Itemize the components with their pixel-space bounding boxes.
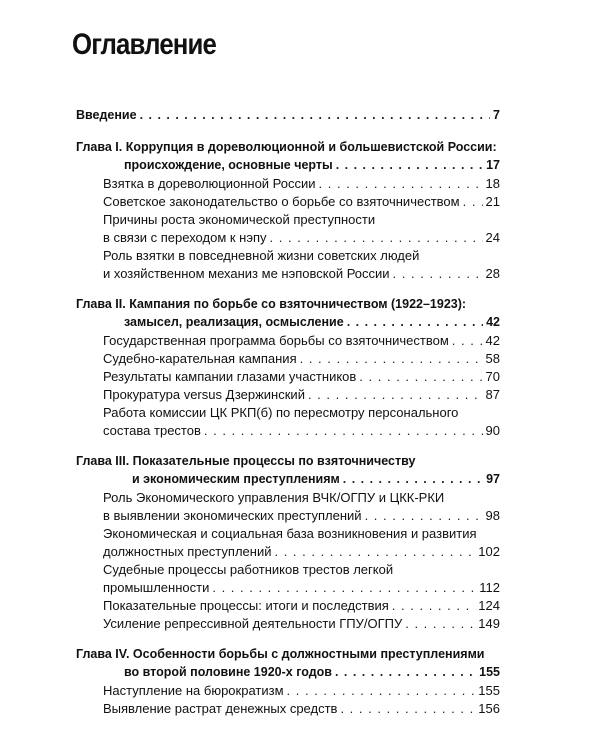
leader-dots <box>300 350 483 368</box>
leader-dots <box>463 193 483 211</box>
leader-dots <box>340 700 475 718</box>
toc-entry[interactable] <box>103 332 500 350</box>
toc-entry[interactable] <box>103 368 500 386</box>
toc-entry-label: Показательные процессы: итоги и последствия <box>103 598 389 613</box>
toc-page-number: 124 <box>478 598 500 613</box>
toc-entry[interactable] <box>103 700 500 718</box>
toc-entry-label: Советское законодательство о борьбе со взяточничеством <box>103 194 460 209</box>
leader-dots <box>392 597 476 615</box>
toc-page-number: 97 <box>486 472 500 486</box>
toc-entry-label: Экономическая и социальная база возникновения и развития <box>103 526 477 541</box>
chapter-title-text: Глава I. Коррупция в дореволюционной и большевистской России: <box>76 140 497 154</box>
toc-entry-label: Роль Экономического управления ВЧК/ОГПУ и ЦКК-РКИ <box>103 490 445 505</box>
chapter-4-title-line2[interactable] <box>124 663 500 681</box>
toc-entry[interactable] <box>103 682 500 700</box>
toc-entry-label: Государственная программа борьбы со взяточничеством <box>103 333 449 348</box>
toc-entry[interactable] <box>103 615 500 633</box>
toc-page-number: 28 <box>485 266 500 281</box>
toc-entry-line1[interactable] <box>103 489 500 507</box>
toc-entry[interactable] <box>103 350 500 368</box>
toc-entry[interactable] <box>103 543 500 561</box>
toc-entry[interactable] <box>103 193 500 211</box>
leader-dots <box>452 332 483 350</box>
toc-page-number: 87 <box>485 387 500 402</box>
toc-entry-label: Усиление репрессивной деятельности ГПУ/ОГПУ <box>103 616 403 631</box>
leader-dots <box>365 507 483 525</box>
toc-page-number: 149 <box>478 616 500 631</box>
toc-entry-label: Роль взятки в повседневной жизни советских людей <box>103 248 420 263</box>
leader-dots <box>308 386 483 404</box>
toc-entry-label: в выявлении экономических преступлений <box>103 508 362 523</box>
toc-page-number: 42 <box>485 333 500 348</box>
toc-page-number: 42 <box>486 315 500 329</box>
chapter-title-text: Глава IV. Особенности борьбы с должностными преступлениями <box>76 647 485 661</box>
chapter-1-title-line1[interactable] <box>76 138 500 156</box>
toc-page-number: 24 <box>485 230 500 245</box>
chapter-3-title-line1[interactable] <box>76 452 500 470</box>
leader-dots <box>393 265 483 283</box>
leader-dots <box>343 470 483 488</box>
toc-entry-label: Выявление растрат денежных средств <box>103 701 338 716</box>
leader-dots <box>274 543 475 561</box>
toc-entry-label: Работа комиссии ЦК РКП(б) по пересмотру персонального <box>103 405 459 420</box>
toc-entry[interactable] <box>103 507 500 525</box>
toc-entry[interactable] <box>103 597 500 615</box>
chapter-title-text: Глава II. Кампания по борьбе со взяточничеством (1922–1923): <box>76 297 467 311</box>
toc-entry-label: должностных преступлений <box>103 544 272 559</box>
leader-dots <box>347 313 483 331</box>
chapter-3-title-line2[interactable] <box>132 470 500 488</box>
leader-dots <box>359 368 482 386</box>
toc-entry[interactable] <box>103 175 500 193</box>
toc-entry-label: промышленности <box>103 580 210 595</box>
chapter-title-text: и экономическим преступлениям <box>132 472 340 486</box>
toc-entry-label: в связи с переходом к нэпу <box>103 230 267 245</box>
chapter-title-text: замысел, реализация, осмысление <box>124 315 344 329</box>
toc-page-number: 98 <box>485 508 500 523</box>
chapter-2-title-line2[interactable] <box>124 313 500 331</box>
toc-page-number: 102 <box>478 544 500 559</box>
toc-entry-line1[interactable] <box>103 525 500 543</box>
toc-page-number: 21 <box>485 194 500 209</box>
leader-dots <box>287 682 476 700</box>
leader-dots <box>336 156 483 174</box>
leader-dots <box>319 175 483 193</box>
chapter-1-title-line2[interactable] <box>124 156 500 174</box>
toc-entry-label: Прокуратура versus Дзержинский <box>103 387 305 402</box>
chapter-title-text: во второй половине 1920-х годов <box>124 665 332 679</box>
toc-entry-line1[interactable] <box>103 211 500 229</box>
toc-page-number: 112 <box>479 580 500 595</box>
leader-dots <box>270 229 483 247</box>
leader-dots <box>212 579 476 597</box>
toc-entry-line1[interactable] <box>103 247 500 265</box>
toc-entry[interactable] <box>103 229 500 247</box>
toc-page-number: 17 <box>486 158 500 172</box>
chapter-title-text: происхождение, основные черты <box>124 158 333 172</box>
toc-page-number: 155 <box>479 665 500 679</box>
toc-entry-label: Взятка в дореволюционной России <box>103 176 316 191</box>
toc-entry[interactable] <box>103 422 500 440</box>
toc-entry-label: и хозяйственном механиз ме нэповской России <box>103 266 390 281</box>
toc-entry-line1[interactable] <box>103 404 500 422</box>
toc-entry-label: Введение <box>76 108 137 122</box>
toc-page-number: 58 <box>485 351 500 366</box>
page-title: Оглавление <box>72 28 217 61</box>
leader-dots <box>204 422 483 440</box>
toc-entry-label: Наступление на бюрократизм <box>103 683 284 698</box>
toc-entry-label: Судебно-карательная кампания <box>103 351 297 366</box>
chapter-4-title-line1[interactable] <box>76 645 500 663</box>
toc-entry-label: состава трестов <box>103 423 201 438</box>
toc-entry-label: Судебные процессы работников трестов легкой <box>103 562 394 577</box>
leader-dots <box>405 615 475 633</box>
toc-entry-line1[interactable] <box>103 561 500 579</box>
toc-page-number: 18 <box>485 176 500 191</box>
chapter-2-title-line1[interactable] <box>76 295 500 313</box>
leader-dots <box>140 106 490 124</box>
toc-entry[interactable] <box>103 265 500 283</box>
toc-page-number: 7 <box>493 108 500 122</box>
toc-entry-label: Причины роста экономической преступности <box>103 212 376 227</box>
toc-entry-intro[interactable] <box>76 106 500 124</box>
toc-page-number: 70 <box>485 369 500 384</box>
toc-entry-label: Результаты кампании глазами участников <box>103 369 357 384</box>
toc-entry[interactable] <box>103 386 500 404</box>
toc-page-number: 90 <box>485 423 500 438</box>
toc-page-number: 155 <box>478 683 500 698</box>
toc-entry[interactable] <box>103 579 500 597</box>
leader-dots <box>335 663 476 681</box>
toc-page-number: 156 <box>478 701 500 716</box>
chapter-title-text: Глава III. Показательные процессы по взяточничеству <box>76 454 416 468</box>
